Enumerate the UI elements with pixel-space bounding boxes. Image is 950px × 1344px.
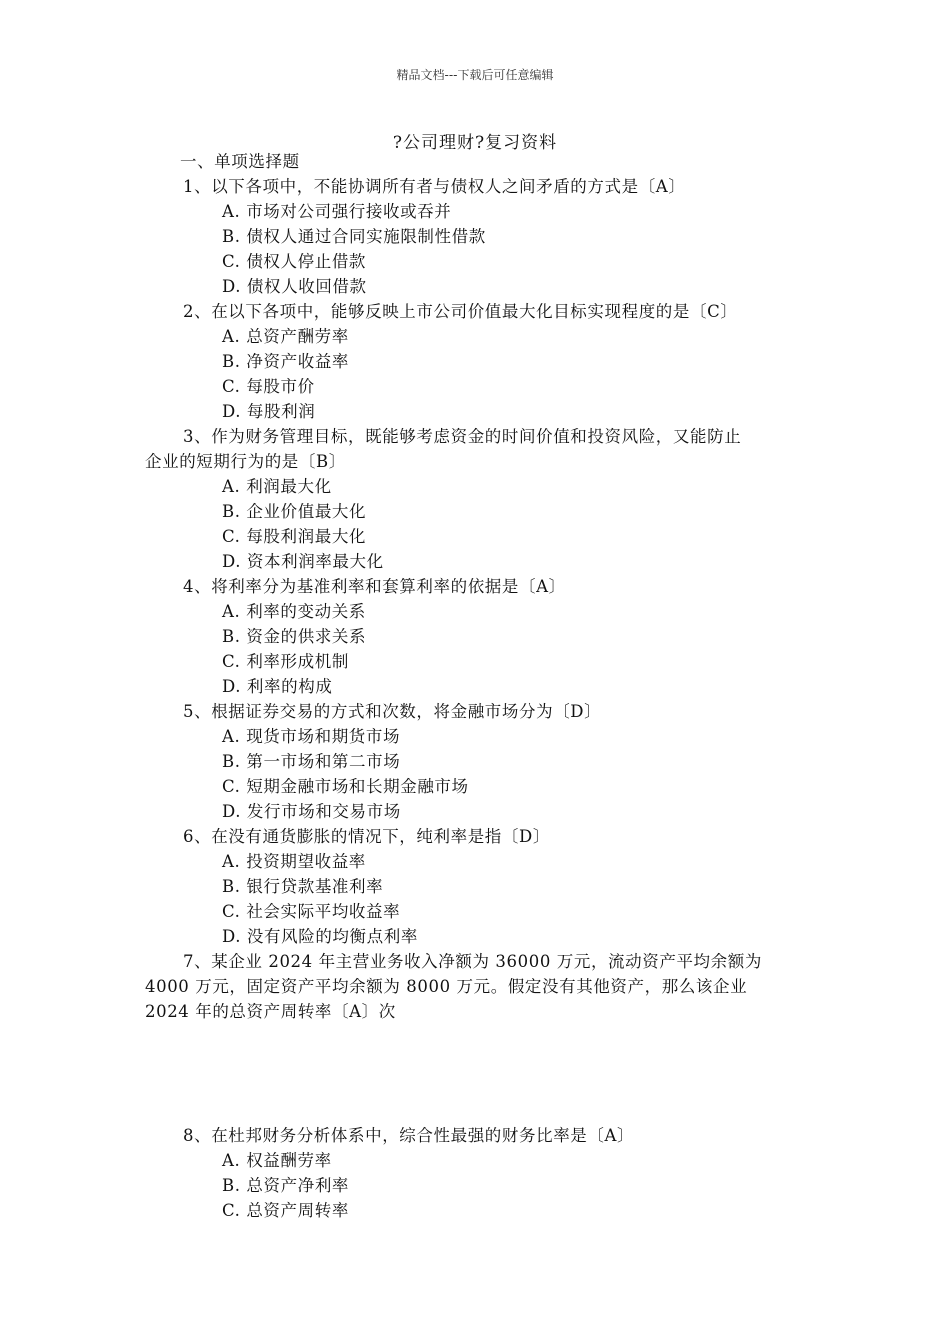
page-header: 精品文档---下载后可任意编辑: [396, 68, 554, 82]
question-5: 5、根据证券交易的方式和次数，将金融市场分为〔D〕: [183, 702, 602, 721]
question-7-line-1: 7、某企业 2024 年主营业务收入净额为 36000 万元，流动资产平均余额为: [183, 952, 762, 971]
q1-option-d: D. 债权人收回借款: [222, 277, 367, 296]
q2-option-a: A. 总资产酬劳率: [222, 327, 349, 346]
q6-option-c: C. 社会实际平均收益率: [222, 902, 401, 921]
q5-option-c: C. 短期金融市场和长期金融市场: [222, 777, 469, 796]
question-3-line-1: 3、作为财务管理目标，既能够考虑资金的时间价值和投资风险，又能防止: [183, 427, 742, 446]
question-4: 4、将利率分为基准利率和套算利率的依据是〔A〕: [183, 577, 566, 596]
q1-option-b: B. 债权人通过合同实施限制性借款: [222, 227, 486, 246]
q6-option-a: A. 投资期望收益率: [222, 852, 366, 871]
q8-option-a: A. 权益酬劳率: [222, 1151, 332, 1170]
q5-option-b: B. 第一市场和第二市场: [222, 752, 401, 771]
q2-option-b: B. 净资产收益率: [222, 352, 350, 371]
q3-option-d: D. 资本利润率最大化: [222, 552, 384, 571]
q4-option-c: C. 利率形成机制: [222, 652, 349, 671]
question-8: 8、在杜邦财务分析体系中，综合性最强的财务比率是〔A〕: [183, 1126, 635, 1145]
q2-option-c: C. 每股市价: [222, 377, 315, 396]
q1-option-c: C. 债权人停止借款: [222, 252, 367, 271]
question-7-line-3: 2024 年的总资产周转率〔A〕次: [145, 1002, 396, 1021]
q2-option-d: D. 每股利润: [222, 402, 316, 421]
q8-option-c: C. 总资产周转率: [222, 1201, 349, 1220]
question-1: 1、以下各项中，不能协调所有者与债权人之间矛盾的方式是〔A〕: [183, 177, 686, 196]
section-heading: 一、单项选择题: [180, 152, 300, 171]
question-3-line-2: 企业的短期行为的是〔B〕: [145, 452, 346, 471]
document-title: ?公司理财?复习资料: [392, 133, 558, 153]
q4-option-a: A. 利率的变动关系: [222, 602, 366, 621]
q5-option-d: D. 发行市场和交易市场: [222, 802, 401, 821]
q8-option-b: B. 总资产净利率: [222, 1176, 350, 1195]
q5-option-a: A. 现货市场和期货市场: [222, 727, 401, 746]
q3-option-b: B. 企业价值最大化: [222, 502, 367, 521]
q3-option-a: A. 利润最大化: [222, 477, 332, 496]
q6-option-b: B. 银行贷款基准利率: [222, 877, 384, 896]
q6-option-d: D. 没有风险的均衡点利率: [222, 927, 418, 946]
q1-option-a: A. 市场对公司强行接收或吞并: [222, 202, 452, 221]
q3-option-c: C. 每股利润最大化: [222, 527, 367, 546]
question-7-line-2: 4000 万元，固定资产平均余额为 8000 万元。假定没有其他资产，那么该企业: [145, 977, 748, 996]
q4-option-d: D. 利率的构成: [222, 677, 333, 696]
question-2: 2、在以下各项中，能够反映上市公司价值最大化目标实现程度的是〔C〕: [183, 302, 738, 321]
question-6: 6、在没有通货膨胀的情况下，纯利率是指〔D〕: [183, 827, 550, 846]
q4-option-b: B. 资金的供求关系: [222, 627, 367, 646]
